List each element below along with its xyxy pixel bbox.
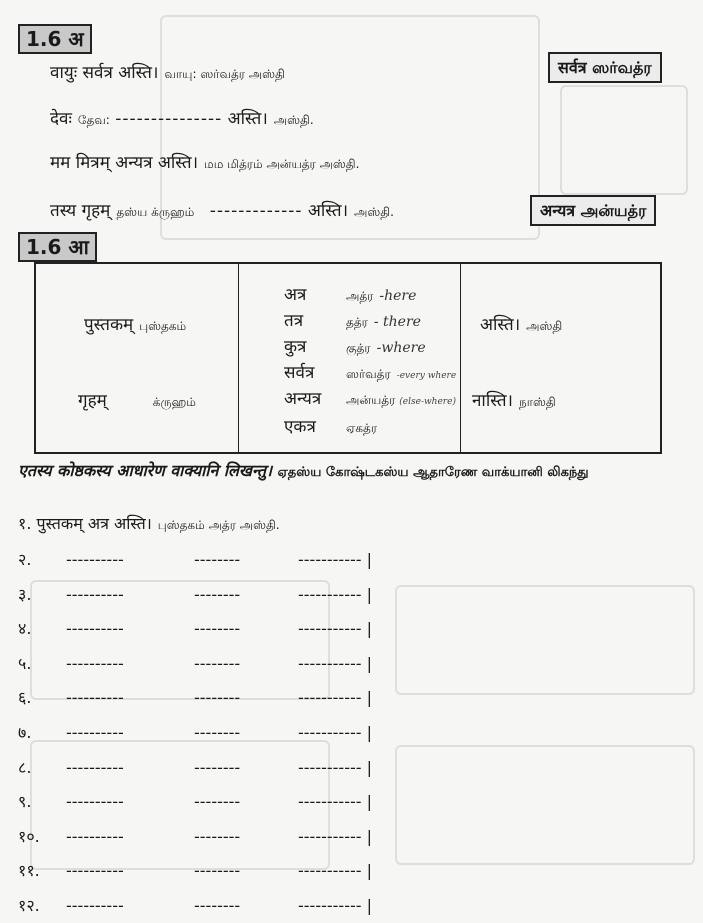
blank-verb[interactable]: ----------- |: [298, 861, 372, 881]
sentence-3-tamil: மம மித்ரம் அன்யத்ர அஸ்தி.: [204, 157, 360, 171]
row-number: १२.: [18, 896, 40, 915]
exercise-row: [18, 825, 372, 847]
section-badge-aa: 1.6 आ: [18, 232, 97, 262]
adverb-6: एकत्र ஏகத்ர: [284, 417, 378, 437]
bleed-through-frame: [395, 585, 695, 695]
exercise-row: [18, 583, 372, 605]
blank-subject[interactable]: ----------: [66, 584, 124, 604]
blank-verb[interactable]: ----------- |: [298, 688, 372, 708]
sentence-1-tamil: வாயு: ஸர்வத்ர அஸ்தி: [164, 67, 285, 81]
blank-subject[interactable]: ----------: [66, 550, 124, 569]
sentence-1-sanskrit: वायुः सर्वत्र अस्ति।: [50, 63, 159, 83]
row-number: ५.: [18, 653, 32, 673]
word-table: [34, 262, 662, 454]
exercise-row: [18, 721, 372, 743]
row-number: २.: [18, 550, 32, 569]
sentence-2-sanskrit: देवः: [50, 109, 72, 129]
row-number: १०.: [18, 826, 40, 846]
gloss-sarvatra: सर्वत्र ஸர்வத்ர: [548, 52, 662, 83]
blank-subject[interactable]: ----------: [66, 861, 124, 881]
table-divider: [460, 264, 461, 452]
row-number: ८.: [18, 757, 32, 777]
fill-blank[interactable]: ---------------: [115, 109, 223, 129]
blank-adverb[interactable]: --------: [194, 861, 241, 881]
bleed-through-frame: [560, 85, 688, 195]
subject-2: गृहम् க்ருஹம்: [78, 391, 196, 411]
exercise-row: [18, 617, 372, 639]
blank-subject[interactable]: ----------: [66, 792, 124, 812]
section-badge-a: 1.6 अ: [18, 24, 92, 54]
blank-adverb[interactable]: --------: [194, 688, 241, 708]
sentence-2-verb-tamil: அஸ்தி.: [273, 113, 314, 127]
sentence-3-sanskrit: मम मित्रम् अन्यत्र अस्ति।: [50, 153, 199, 173]
sentence-2: [50, 106, 314, 129]
adverb-3: कुत्र குத்ர -where: [284, 337, 426, 357]
exercise-row: [18, 686, 372, 708]
row-number: १.: [18, 514, 32, 533]
exercise-row: [18, 859, 372, 881]
sentence-1: [50, 60, 285, 83]
adverb-1: अत्र அத்ர -here: [284, 285, 417, 305]
sentence-4-verb: अस्ति।: [307, 201, 349, 221]
blank-verb[interactable]: ----------- |: [298, 826, 372, 846]
blank-adverb[interactable]: --------: [194, 619, 241, 639]
blank-verb[interactable]: ----------- |: [298, 653, 372, 673]
instruction-tamil: ஏதஸ்ய கோஷ்டகஸ்ய ஆதாரேண வாக்யானி லிகந்து: [277, 465, 589, 480]
blank-adverb[interactable]: --------: [194, 896, 241, 915]
blank-adverb[interactable]: --------: [194, 723, 241, 742]
blank-subject[interactable]: ----------: [66, 653, 124, 673]
blank-adverb[interactable]: --------: [194, 792, 241, 812]
instruction-sanskrit: एतस्य कोष्ठकस्य आधारेण वाक्यानि लिखन्तु।: [18, 461, 273, 480]
gloss-anyatra: अन्यत्र அன்யத்ர: [530, 195, 656, 226]
row-number: ७.: [18, 723, 32, 742]
blank-adverb[interactable]: --------: [194, 826, 241, 846]
blank-subject[interactable]: ----------: [66, 896, 124, 915]
sentence-2-verb: अस्ति।: [227, 109, 268, 129]
example-tamil: புஸ்தகம் அத்ர அஸ்தி.: [157, 518, 280, 532]
row-number: ४.: [18, 619, 32, 639]
adverb-5: अन्यत्र அன்யத்ர (else-where): [284, 389, 456, 409]
example-row: [18, 512, 280, 534]
adverb-2: तत्र தத்ர - there: [284, 311, 421, 331]
instruction: [18, 460, 688, 484]
row-number: ३.: [18, 584, 32, 604]
blank-adverb[interactable]: --------: [194, 653, 241, 673]
table-divider: [238, 264, 239, 452]
blank-adverb[interactable]: --------: [194, 757, 241, 777]
sentence-3: [50, 150, 359, 173]
fill-blank[interactable]: -------------: [209, 201, 303, 221]
verb-2: नास्ति। நாஸ்தி: [472, 391, 556, 411]
sentence-4-sanskrit: तस्य गृहम्: [50, 201, 111, 221]
exercise-row: [18, 894, 372, 916]
row-number: ६.: [18, 688, 32, 708]
blank-subject[interactable]: ----------: [66, 688, 124, 708]
blank-verb[interactable]: ----------- |: [298, 723, 372, 742]
sentence-4-tamil: தஸ்ய க்ருஹம்: [116, 205, 195, 219]
bleed-through-frame: [395, 745, 695, 865]
exercise-row: [18, 790, 372, 812]
exercise-row: [18, 652, 372, 674]
blank-subject[interactable]: ----------: [66, 826, 124, 846]
subject-1: पुस्तकम् புஸ்தகம்: [84, 315, 187, 335]
blank-adverb[interactable]: --------: [194, 550, 241, 569]
sentence-4: [50, 198, 394, 221]
blank-subject[interactable]: ----------: [66, 757, 124, 777]
blank-verb[interactable]: ----------- |: [298, 896, 372, 915]
blank-verb[interactable]: ----------- |: [298, 619, 372, 639]
exercise-row: [18, 756, 372, 778]
blank-verb[interactable]: ----------- |: [298, 792, 372, 812]
row-number: ९.: [18, 792, 32, 812]
blank-verb[interactable]: ----------- |: [298, 757, 372, 777]
sentence-4-verb-tamil: அஸ்தி.: [354, 205, 394, 219]
blank-subject[interactable]: ----------: [66, 723, 124, 742]
exercise-row: [18, 548, 372, 570]
adverb-4: सर्वत्र ஸர்வத்ர -every where: [284, 363, 457, 383]
row-number: ११.: [18, 861, 40, 881]
blank-verb[interactable]: ----------- |: [298, 550, 372, 569]
sentence-2-tamil: தேவ:: [77, 113, 110, 127]
example-sanskrit: पुस्तकम् अत्र अस्ति।: [36, 514, 152, 533]
blank-verb[interactable]: ----------- |: [298, 584, 372, 604]
verb-1: अस्ति। அஸ்தி: [480, 315, 563, 335]
blank-subject[interactable]: ----------: [66, 619, 124, 639]
blank-adverb[interactable]: --------: [194, 584, 241, 604]
